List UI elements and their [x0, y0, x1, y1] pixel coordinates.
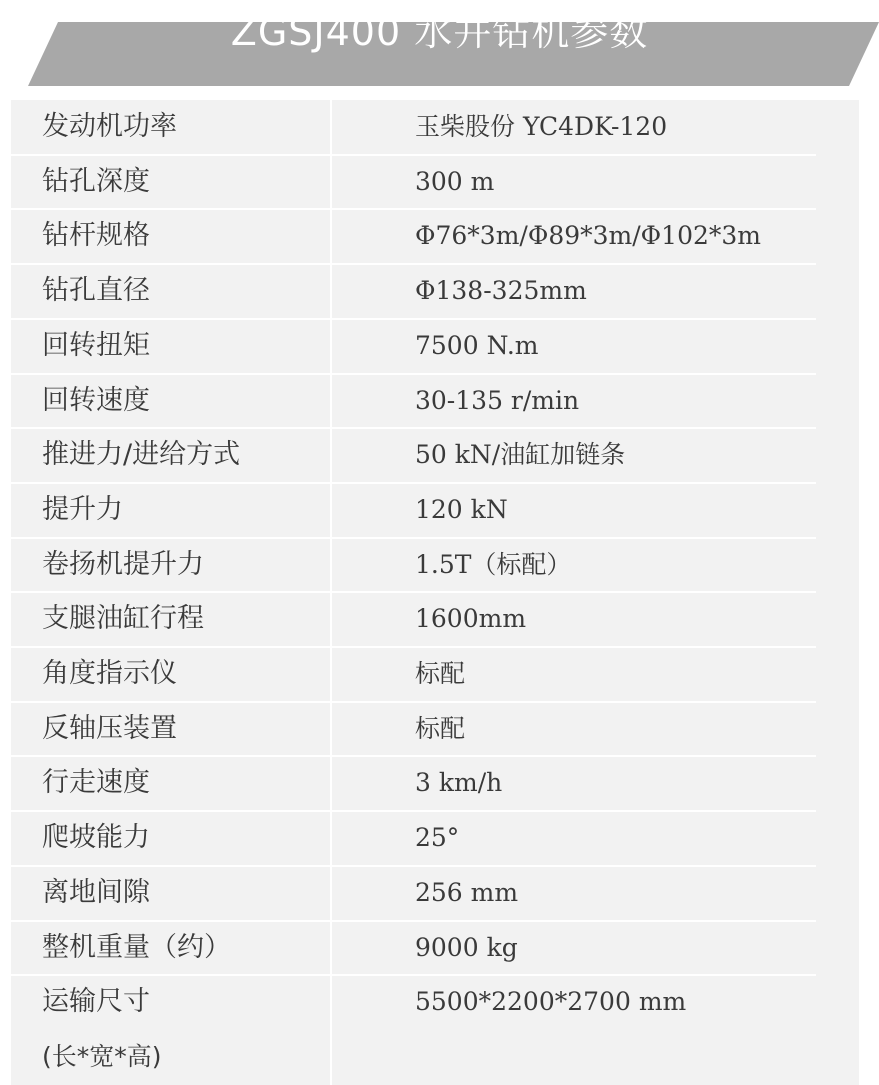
spec-row — [11, 592, 859, 647]
spec-label-text: 离地间隙 — [42, 876, 150, 908]
spec-label-text: 爬坡能力 — [42, 822, 150, 854]
spec-label-text: 回转扭矩 — [42, 329, 150, 361]
spec-table — [11, 100, 859, 1085]
spec-value: 3 km/h — [415, 768, 503, 798]
spec-label-text: 回转速度 — [42, 384, 150, 416]
spec-label — [11, 975, 361, 1085]
spec-label — [11, 155, 361, 210]
spec-label-text: 钻孔直径 — [42, 275, 150, 307]
spec-row — [11, 811, 859, 866]
spec-value: 5500*2200*2700 mm — [415, 987, 687, 1017]
spec-value: 7500 N.m — [415, 330, 539, 360]
spec-label — [11, 647, 361, 702]
spec-label-text: 整机重量（约） — [42, 931, 231, 963]
spec-value: 30-135 r/min — [415, 385, 580, 415]
spec-label — [11, 811, 361, 866]
spec-label — [11, 209, 361, 264]
spec-row — [11, 647, 859, 702]
spec-row — [11, 483, 859, 538]
spec-label — [11, 374, 361, 429]
spec-row — [11, 756, 859, 811]
spec-row — [11, 428, 859, 483]
spec-row — [11, 921, 859, 976]
spec-label — [11, 483, 361, 538]
spec-label-text: 提升力 — [42, 493, 123, 525]
spec-row — [11, 100, 859, 155]
spec-row — [11, 319, 859, 374]
spec-value: 256 mm — [415, 877, 519, 907]
spec-row — [11, 264, 859, 319]
spec-label-text-line2: (长*宽*高) — [42, 1041, 162, 1071]
spec-label-text: 反轴压装置 — [42, 712, 177, 744]
spec-label-text: 发动机功率 — [42, 111, 177, 142]
spec-row — [11, 209, 859, 264]
spec-value: 50 kN/油缸加链条 — [415, 440, 626, 470]
spec-label-text: 卷扬机提升力 — [42, 548, 204, 580]
spec-value: 标配 — [415, 659, 466, 688]
spec-value: 9000 kg — [415, 932, 518, 962]
spec-row — [11, 866, 859, 921]
spec-label — [11, 538, 361, 593]
spec-label-text: 角度指示仪 — [42, 658, 177, 689]
spec-value: 25° — [415, 823, 460, 853]
spec-label — [11, 264, 361, 319]
spec-label-text: 钻孔深度 — [42, 165, 150, 197]
spec-label — [11, 428, 361, 483]
spec-label-text: 行走速度 — [42, 767, 150, 799]
spec-label-text: 运输尺寸 — [42, 986, 150, 1018]
spec-value: 300 m — [415, 166, 495, 196]
spec-value: 120 kN — [415, 494, 508, 524]
spec-label-text: 支腿油缸行程 — [42, 603, 204, 635]
spec-row — [11, 538, 859, 593]
spec-label — [11, 756, 361, 811]
spec-row — [11, 374, 859, 429]
spec-value: 标配 — [415, 713, 466, 743]
spec-label — [11, 319, 361, 374]
spec-label — [11, 100, 361, 155]
spec-value: 1600mm — [415, 604, 527, 634]
spec-value: Φ138-325mm — [415, 276, 587, 306]
spec-label-text: 推进力/进给方式 — [42, 439, 241, 471]
spec-row — [11, 702, 859, 757]
spec-row — [11, 975, 859, 1085]
spec-label — [11, 592, 361, 647]
spec-value: 1.5T（标配） — [415, 549, 572, 579]
spec-label — [11, 702, 361, 757]
page-title: ZGSJ400 水井钻机参数 — [230, 10, 649, 54]
spec-value: Φ76*3m/Φ89*3m/Φ102*3m — [415, 221, 762, 251]
column-divider — [330, 100, 332, 1085]
spec-value: 玉柴股份 YC4DK-120 — [415, 112, 668, 141]
spec-label — [11, 866, 361, 921]
spec-label-text: 钻杆规格 — [42, 220, 150, 252]
spec-row — [11, 155, 859, 210]
spec-label — [11, 921, 361, 976]
